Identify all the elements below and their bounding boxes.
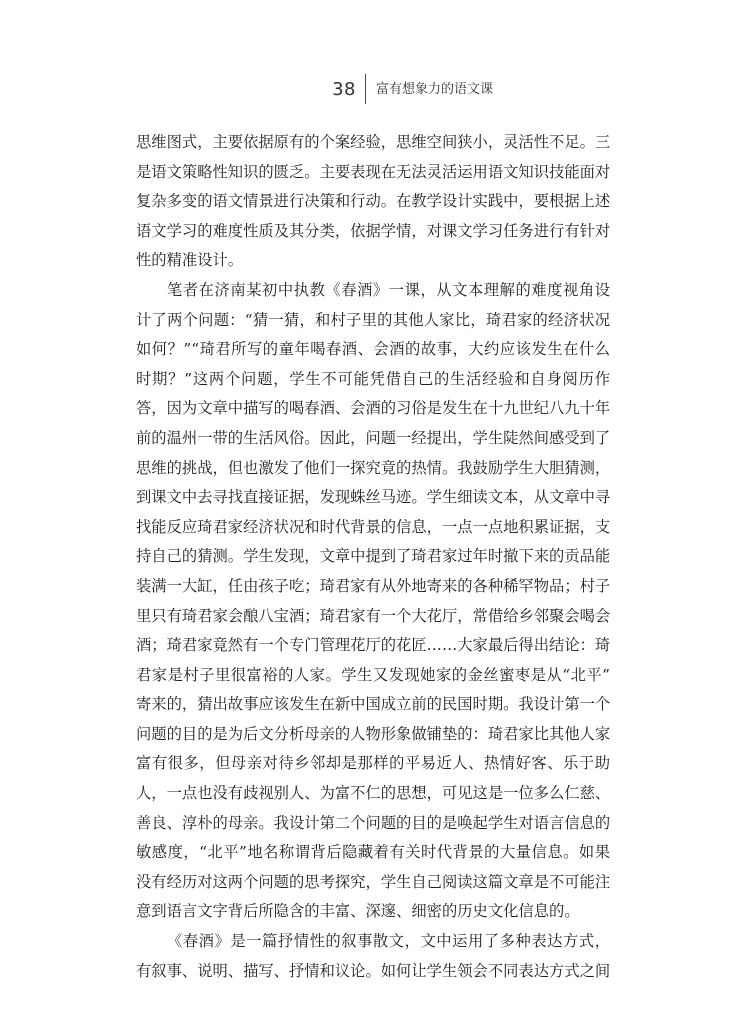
text-line: 有叙事、说明、描写、抒情和议论。如何让学生领会不同表达方式之间 — [136, 961, 610, 980]
text-line: 里只有琦君家会酿八宝酒；琦君家有一个大花厅，常借给乡邻聚会喝会 — [136, 606, 610, 625]
paragraph — [136, 276, 610, 927]
text-line: 《春酒》是一篇抒情性的叙事散文，文中运用了多种表达方式， — [167, 932, 610, 951]
text-line: 装满一大缸，任由孩子吃；琦君家有从外地寄来的各种稀罕物品；村子 — [136, 576, 610, 595]
text-line: 时期？”这两个问题，学生不可能凭借自己的生活经验和自身阅历作 — [136, 369, 610, 388]
running-title: 富有想象力的语文课 — [376, 82, 494, 97]
text-line: 敏感度，“北平”地名称谓背后隐藏着有关时代背景的大量信息。如果 — [136, 843, 610, 862]
text-line: 酒；琦君家竟然有一个专门管理花厅的花匠……大家最后得出结论：琦 — [136, 636, 610, 655]
text-line: 人，一点也没有歧视别人、为富不仁的思想，可见这是一位多么仁慈、 — [136, 784, 610, 803]
text-line: 思维图式，主要依据原有的个案经验，思维空间狭小，灵活性不足。三 — [136, 133, 610, 151]
text-line: 没有经历对这两个问题的思考探究，学生自己阅读这篇文章是不可能注 — [136, 872, 610, 891]
text-line: 善良、淳朴的母亲。我设计第二个问题的目的是唤起学生对语言信息的 — [136, 813, 610, 832]
text-line: 是语文策略性知识的匮乏。主要表现在无法灵活运用语文知识技能面对 — [136, 162, 610, 181]
text-line: 到课文中去寻找直接证据，发现蛛丝马迹。学生细读文本，从文章中寻 — [136, 488, 610, 507]
text-line: 持自己的猜测。学生发现，文章中提到了琦君家过年时撤下来的贡品能 — [136, 547, 610, 566]
text-line: 计了两个问题：“猜一猜，和村子里的其他人家比，琦君家的经济状况 — [136, 310, 610, 329]
text-line: 思维的挑战，但也激发了他们一探究竟的热情。我鼓励学生大胆猜测， — [136, 458, 610, 477]
text-line: 性的精准设计。 — [136, 251, 244, 270]
page-header — [0, 78, 730, 102]
text-line: 复杂多变的语文情景进行决策和行动。在教学设计实践中，要根据上述 — [136, 192, 610, 211]
text-line: 寄来的，猜出故事应该发生在新中国成立前的民国时期。我设计第一个 — [136, 695, 610, 714]
body-text — [136, 128, 610, 986]
paragraph — [136, 927, 610, 986]
text-line: 答，因为文章中描写的喝春酒、会酒的习俗是发生在十九世纪八九十年 — [136, 399, 610, 418]
text-line: 前的温州一带的生活风俗。因此，问题一经提出，学生陡然间感受到了 — [136, 428, 610, 447]
text-line: 笔者在济南某初中执教《春酒》一课，从文本理解的难度视角设 — [167, 280, 610, 299]
text-line: 富有很多，但母亲对待乡邻却是那样的平易近人、热情好客、乐于助 — [136, 754, 610, 773]
paragraph — [136, 128, 610, 276]
page-number: 38 — [332, 79, 356, 100]
text-line: 语文学习的难度性质及其分类，依据学情，对课文学习任务进行有针对 — [136, 221, 610, 240]
text-line: 君家是村子里很富裕的人家。学生又发现她家的金丝蜜枣是从“北平” — [136, 665, 610, 684]
text-line: 找能反应琦君家经济状况和时代背景的信息，一点一点地积累证据，支 — [136, 517, 610, 536]
text-line: 如何？”“琦君所写的童年喝春酒、会酒的故事，大约应该发生在什么 — [136, 340, 610, 359]
text-line: 意到语言文字背后所隐含的丰富、深邃、细密的历史文化信息的。 — [136, 902, 580, 921]
text-line: 问题的目的是为后文分析母亲的人物形象做铺垫的：琦君家比其他人家 — [136, 724, 610, 743]
header-divider — [365, 74, 366, 104]
